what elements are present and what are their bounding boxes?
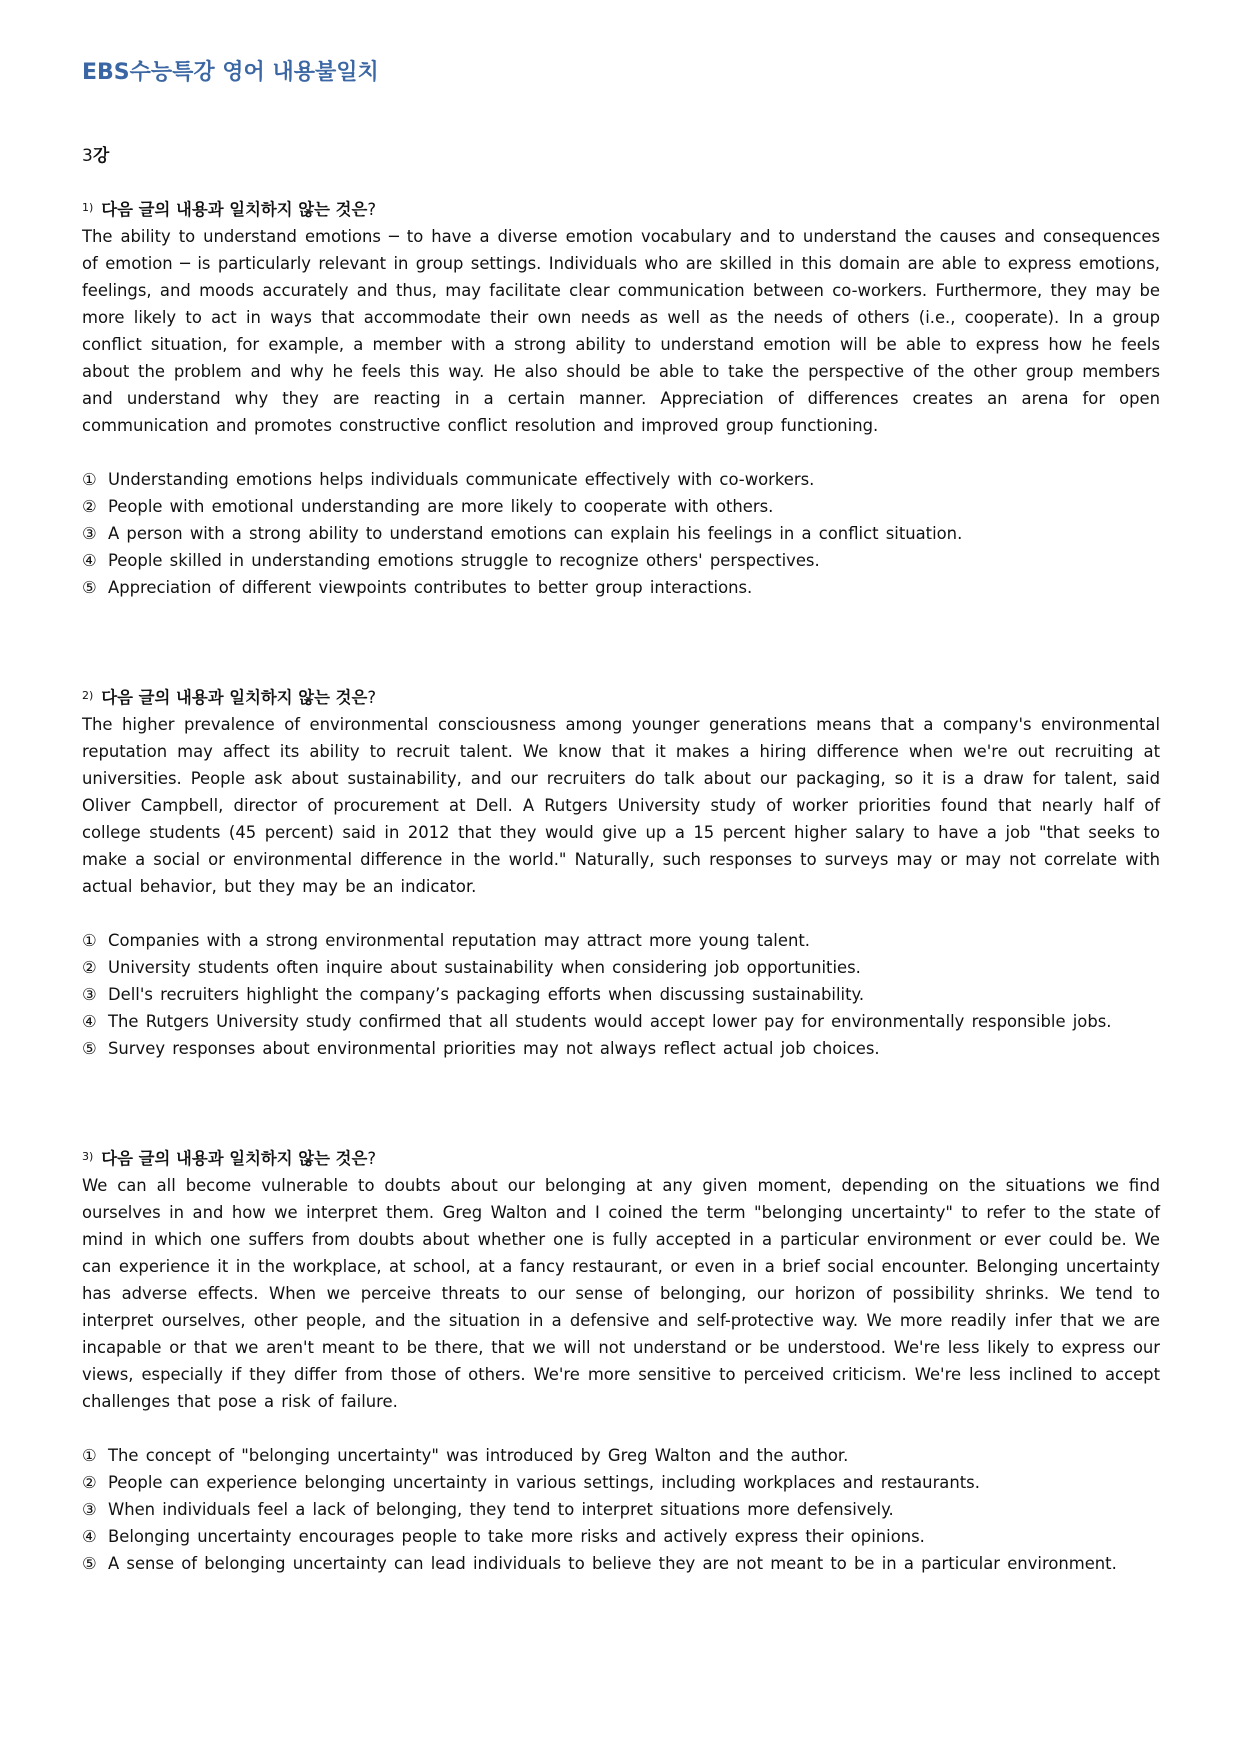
question-prompt: 다음 글의 내용과 일치하지 않는 것은 xyxy=(101,1149,368,1168)
option-text: University students often inquire about sustainability when considering job opportunities. xyxy=(108,958,861,977)
option-text: The concept of "belonging uncertainty" was introduced by Greg Walton and the author. xyxy=(108,1446,849,1465)
option-marker: ③ xyxy=(82,1500,97,1519)
lesson-number: 3 xyxy=(82,146,93,166)
option-marker: ① xyxy=(82,1446,97,1465)
question-2 xyxy=(82,682,1160,1062)
option-text: Companies with a strong environmental reputation may attract more young talent. xyxy=(108,931,810,950)
option-marker: ④ xyxy=(82,551,97,570)
question-1 xyxy=(82,194,1160,601)
option-marker: ② xyxy=(82,497,97,516)
question-mark: ? xyxy=(367,1149,377,1168)
question-prompt: 다음 글의 내용과 일치하지 않는 것은 xyxy=(101,200,368,219)
question-mark: ? xyxy=(367,200,377,219)
answer-option-3[interactable] xyxy=(82,520,1160,547)
question-passage: We can all become vulnerable to doubts about our belonging at any given moment, depending on the situations we find ourselves in and how we interpret them. Greg Walton and I coined the term "belonging uncertainty" to refer to the state of mind in which one suffers from doubts about whether one is fully accepted in a particular environment or ever could be. We can experience it in the workplace, at school, at a fancy restaurant, or even in a brief social encounter. Belonging uncertainty has adverse effects. When we perceive threats to our sense of belonging, our horizon of possibility shrinks. We tend to interpret ourselves, other people, and the situation in a defensive and self-protective way. We more readily infer that we are incapable or that we aren't meant to be there, that we will not understand or be understood. We're less likely to express our views, especially if they differ from those of others. We're more sensitive to perceived criticism. We're less inclined to accept challenges that pose a risk of failure. xyxy=(82,1176,1160,1411)
question-passage: The higher prevalence of environmental consciousness among younger generations means that a company's environmental reputation may affect its ability to recruit talent. We know that it makes a hiring difference when we're out recruiting at universities. People ask about sustainability, and our recruiters do talk about our packaging, so it is a draw for talent, said Oliver Campbell, director of procurement at Dell. A Rutgers University study of worker priorities found that nearly half of college students (45 percent) said in 2012 that they would give up a 15 percent higher salary to have a job "that seeks to make a social or environmental difference in the world." Naturally, such responses to surveys may or may not correlate with actual behavior, but they may be an indicator. xyxy=(82,715,1160,896)
answer-options xyxy=(82,466,1160,601)
question-header xyxy=(82,1143,1160,1172)
option-marker: ④ xyxy=(82,1527,97,1546)
lesson-heading xyxy=(82,144,1160,168)
option-marker: ① xyxy=(82,931,97,950)
option-text: When individuals feel a lack of belonging, they tend to interpret situations more defensively. xyxy=(108,1500,894,1519)
option-marker: ⑤ xyxy=(82,1554,97,1573)
answer-option-4[interactable] xyxy=(82,1008,1160,1035)
option-marker: ⑤ xyxy=(82,578,97,597)
option-text: A person with a strong ability to understand emotions can explain his feelings in a conflict situation. xyxy=(108,524,963,543)
answer-option-3[interactable] xyxy=(82,981,1160,1008)
question-passage: The ability to understand emotions ─ to have a diverse emotion vocabulary and to understand the causes and consequences of emotion ─ is particularly relevant in group settings. Individuals who are skilled in this domain are able to express emotions, feelings, and moods accurately and thus, may facilitate clear communication between co-workers. Furthermore, they may be more likely to act in ways that accommodate their own needs as well as the needs of others (i.e., cooperate). In a group conflict situation, for example, a member with a strong ability to understand emotion will be able to express how he feels about the problem and why he feels this way. He also should be able to take the perspective of the other group members and understand why they are reacting in a certain manner. Appreciation of differences creates an arena for open communication and promotes constructive conflict resolution and improved group functioning. xyxy=(82,227,1160,435)
answer-option-5[interactable] xyxy=(82,574,1160,601)
option-text: People skilled in understanding emotions struggle to recognize others' perspectives. xyxy=(108,551,820,570)
option-text: Survey responses about environmental priorities may not always reflect actual job choices. xyxy=(108,1039,880,1058)
option-text: Dell's recruiters highlight the company’s packaging efforts when discussing sustainability. xyxy=(108,985,865,1004)
question-header xyxy=(82,682,1160,711)
answer-option-4[interactable] xyxy=(82,547,1160,574)
answer-options xyxy=(82,1442,1160,1577)
lesson-suffix: 강 xyxy=(92,146,110,166)
document-page xyxy=(82,58,1160,1593)
document-title: EBS수능특강 영어 내용불일치 xyxy=(82,60,379,85)
option-text: A sense of belonging uncertainty can lead individuals to believe they are not meant to be in a particular environment. xyxy=(108,1554,1117,1573)
option-text: People with emotional understanding are more likely to cooperate with others. xyxy=(108,497,774,516)
answer-option-1[interactable] xyxy=(82,1442,1160,1469)
question-prompt: 다음 글의 내용과 일치하지 않는 것은 xyxy=(101,688,368,707)
question-number: 2) xyxy=(82,689,94,702)
question-header xyxy=(82,194,1160,223)
option-marker: ③ xyxy=(82,985,97,1004)
answer-option-1[interactable] xyxy=(82,927,1160,954)
option-marker: ② xyxy=(82,1473,97,1492)
option-marker: ④ xyxy=(82,1012,97,1031)
option-text: Belonging uncertainty encourages people to take more risks and actively express their opinions. xyxy=(108,1527,925,1546)
option-text: Understanding emotions helps individuals communicate effectively with co-workers. xyxy=(108,470,815,489)
answer-option-2[interactable] xyxy=(82,954,1160,981)
question-number: 1) xyxy=(82,201,94,214)
option-marker: ③ xyxy=(82,524,97,543)
option-marker: ⑤ xyxy=(82,1039,97,1058)
option-text: The Rutgers University study confirmed that all students would accept lower pay for environmentally responsible jobs. xyxy=(108,1012,1112,1031)
option-text: People can experience belonging uncertainty in various settings, including workplaces and restaurants. xyxy=(108,1473,980,1492)
answer-option-2[interactable] xyxy=(82,493,1160,520)
option-text: Appreciation of different viewpoints contributes to better group interactions. xyxy=(108,578,753,597)
answer-option-5[interactable] xyxy=(82,1035,1160,1062)
answer-options xyxy=(82,927,1160,1062)
option-marker: ② xyxy=(82,958,97,977)
question-3 xyxy=(82,1143,1160,1577)
answer-option-5[interactable] xyxy=(82,1550,1160,1577)
option-marker: ① xyxy=(82,470,97,489)
answer-option-2[interactable] xyxy=(82,1469,1160,1496)
answer-option-4[interactable] xyxy=(82,1523,1160,1550)
question-number: 3) xyxy=(82,1150,94,1163)
answer-option-3[interactable] xyxy=(82,1496,1160,1523)
question-mark: ? xyxy=(367,688,377,707)
answer-option-1[interactable] xyxy=(82,466,1160,493)
